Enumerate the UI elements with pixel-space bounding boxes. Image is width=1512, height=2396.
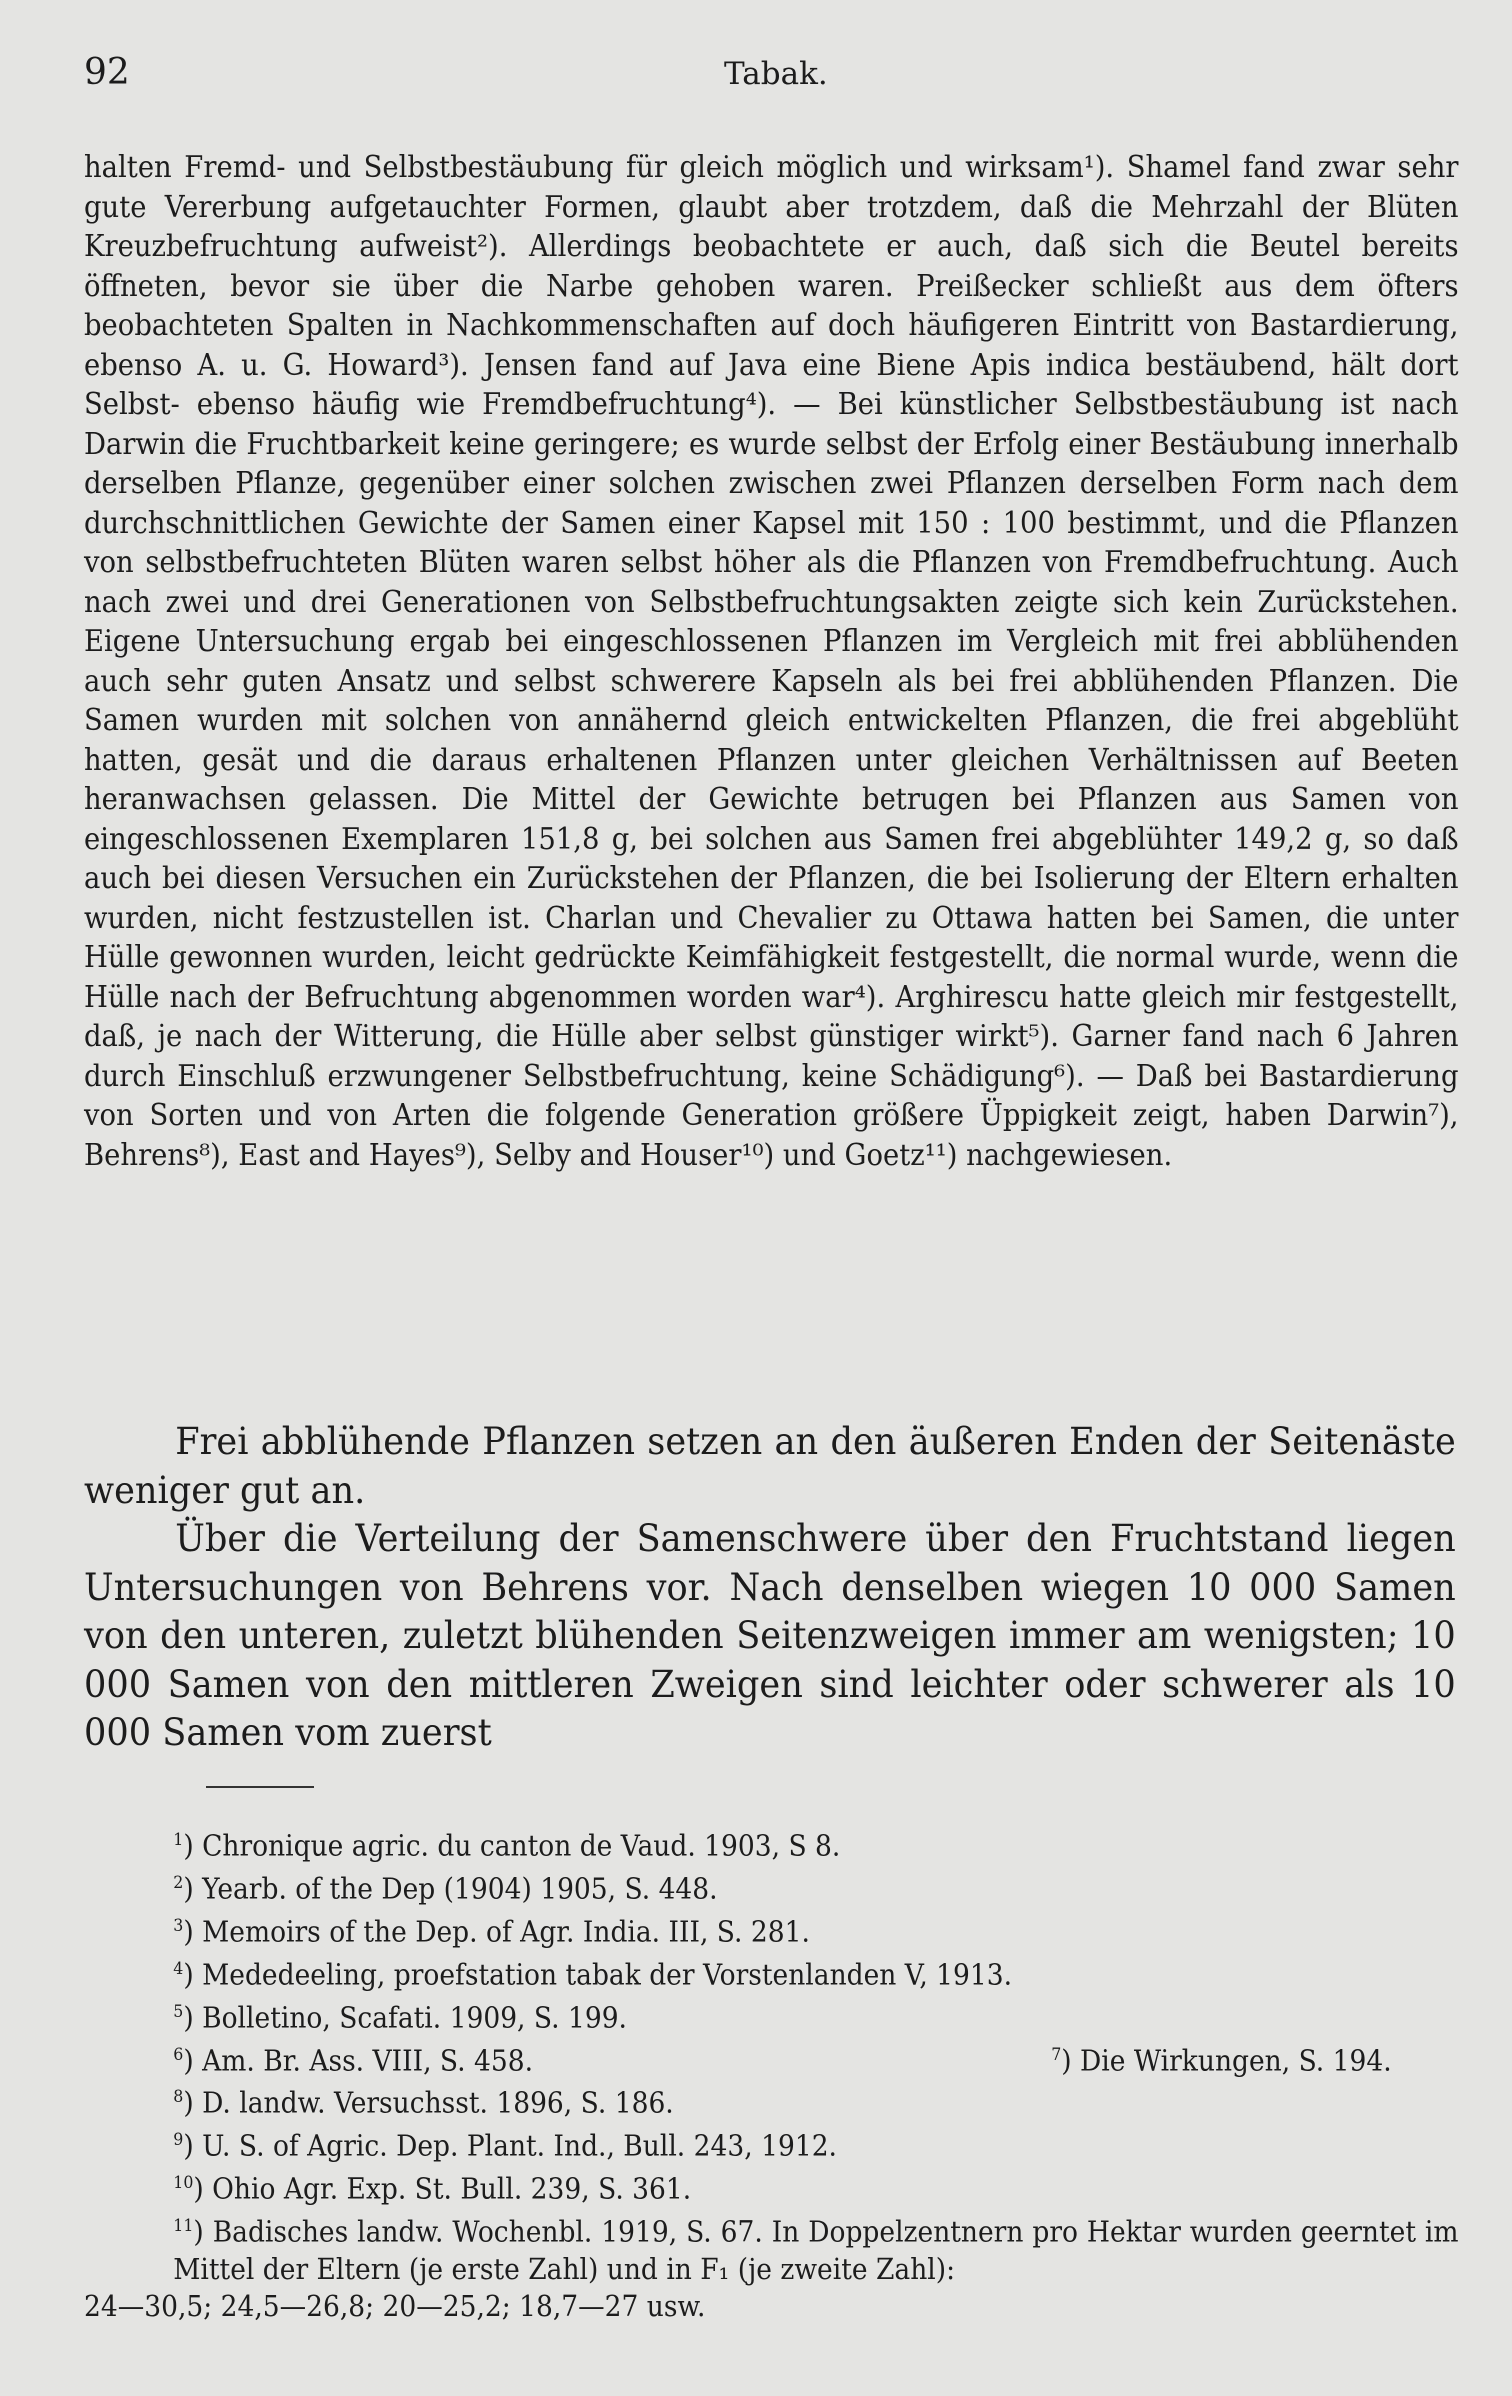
footnote: $^6$) Am. Br. Ass. VIII, S. 458. $^7$) Die Wirkungen, S. 194. <box>84 2037 1459 2080</box>
main-text <box>84 1418 1456 1758</box>
paragraph-1: Frei abblühende Pflanzen setzen an den äußeren Enden der Seitenäste weniger gut an. <box>84 1420 1456 1512</box>
footnote: $^3$) Memoirs of the Dep. of Agr. India. III, S. 281. <box>173 1915 810 1949</box>
footnotes <box>84 1822 1459 2326</box>
footnote: $^9$) U. S. of Agric. Dep. Plant. Ind., Bull. 243, 1912. <box>173 2129 837 2163</box>
footnote-divider <box>206 1786 314 1788</box>
running-head: Tabak. <box>724 56 828 92</box>
footnote: $^4$) Mededeeling, proefstation tabak der Vorstenlanden V, 1913. <box>173 1958 1013 1992</box>
footnote-long: $^{11}$) Badisches landw. Wochenbl. 1919, S. 67. In Doppelzentnern pro Hektar wurden geerntet im Mittel der Eltern (je erste Zahl) und in F₁ (je zweite Zahl): <box>173 2215 1459 2287</box>
footnote: $^8$) D. landw. Versuchsst. 1896, S. 186. <box>173 2086 674 2120</box>
small-print-paragraph <box>84 148 1459 1175</box>
paragraph-2: Über die Verteilung der Samenschwere über den Fruchtstand liegen Untersuchungen von Behrens vor. Nach denselben wiegen 10 000 Samen von den unteren, zuletzt blühenden Seitenzweigen immer am wenigsten; 10 000 Samen von den mittleren Zweigen sind leichter oder schwerer als 10 000 Samen vom zuerst <box>84 1517 1456 1754</box>
footnote-right: $^7$) Die Wirkungen, S. 194. <box>1051 2044 1392 2078</box>
footnote: $^1$) Chronique agric. du canton de Vaud. 1903, S 8. <box>173 1829 841 1863</box>
page-number: 92 <box>84 52 130 93</box>
footnote: $^{10}$) Ohio Agr. Exp. St. Bull. 239, S. 361. <box>173 2172 692 2206</box>
footnote: $^2$) Yearb. of the Dep (1904) 1905, S. 448. <box>173 1872 718 1906</box>
body-small-text: halten Fremd- und Selbstbestäubung für gleich möglich und wirksam¹). Shamel fand zwar sehr gute Vererbung aufgetauchter Formen, glaubt aber trotzdem, daß die Mehrzahl der Blüten Kreuzbefruchtung aufweist²). Allerdings beobachtete er auch, daß sich die Beutel bereits öffneten, bevor sie über die Narbe gehoben waren. Preißecker schließt aus dem öfters beobachteten Spalten in Nachkommenschaften auf doch häufigeren Eintritt von Bastardierung, ebenso A. u. G. Howard³). Jensen fand auf Java eine Biene Apis indica bestäubend, hält dort Selbst- ebenso häufig wie Fremdbefruchtung⁴). — Bei künstlicher Selbstbestäubung ist nach Darwin die Fruchtbarkeit keine geringere; es wurde selbst der Erfolg einer Bestäubung innerhalb derselben Pflanze, gegenüber einer solchen zwischen zwei Pflanzen derselben Form nach dem durchschnittlichen Gewichte der Samen einer Kapsel mit 150 : 100 bestimmt, und die Pflanzen von selbstbefruchteten Blüten waren selbst höher als die Pflanzen von Fremdbefruchtung. Auch nach zwei und drei Generationen von Selbstbefruchtungsakten zeigte sich kein Zurückstehen. Eigene Untersuchung ergab bei eingeschlossenen Pflanzen im Vergleich mit frei abblühenden auch sehr guten Ansatz und selbst schwerere Kapseln als bei frei abblühenden Pflanzen. Die Samen wurden mit solchen von annähernd gleich entwickelten Pflanzen, die frei abgeblüht hatten, gesät und die daraus erhaltenen Pflanzen unter gleichen Verhältnissen auf Beeten heranwachsen gelassen. Die Mittel der Gewichte betrugen bei Pflanzen aus Samen von eingeschlossenen Exemplaren 151,8 g, bei solchen aus Samen frei abgeblühter 149,2 g, so daß auch bei diesen Versuchen ein Zurückstehen der Pflanzen, die bei Isolierung der Eltern erhalten wurden, nicht festzustellen ist. Charlan und Chevalier zu Ottawa hatten bei Samen, die unter Hülle gewonnen wurden, leicht gedrückte Keimfähigkeit festgestellt, die normal wurde, wenn die Hülle nach der Befruchtung abgenommen worden war⁴). Arghirescu hatte gleich mir festgestellt, daß, je nach der Witterung, die Hülle aber selbst günstiger wirkt⁵). Garner fand nach 6 Jahren durch Einschluß erzwungener Selbstbefruchtung, keine Schädigung⁶). — Daß bei Bastardierung von Sorten und von Arten die folgende Generation größere Üppigkeit zeigt, haben Darwin⁷), Behrens⁸), East and Hayes⁹), Selby and Houser¹⁰) und Goetz¹¹) nachgewiesen. <box>84 150 1459 1172</box>
footnote: $^5$) Bolletino, Scafati. 1909, S. 199. <box>173 2001 627 2035</box>
page-header <box>84 52 1432 100</box>
footnote-long-continuation: 24—30,5; 24,5—26,8; 20—25,2; 18,7—27 usw. <box>84 2290 706 2324</box>
